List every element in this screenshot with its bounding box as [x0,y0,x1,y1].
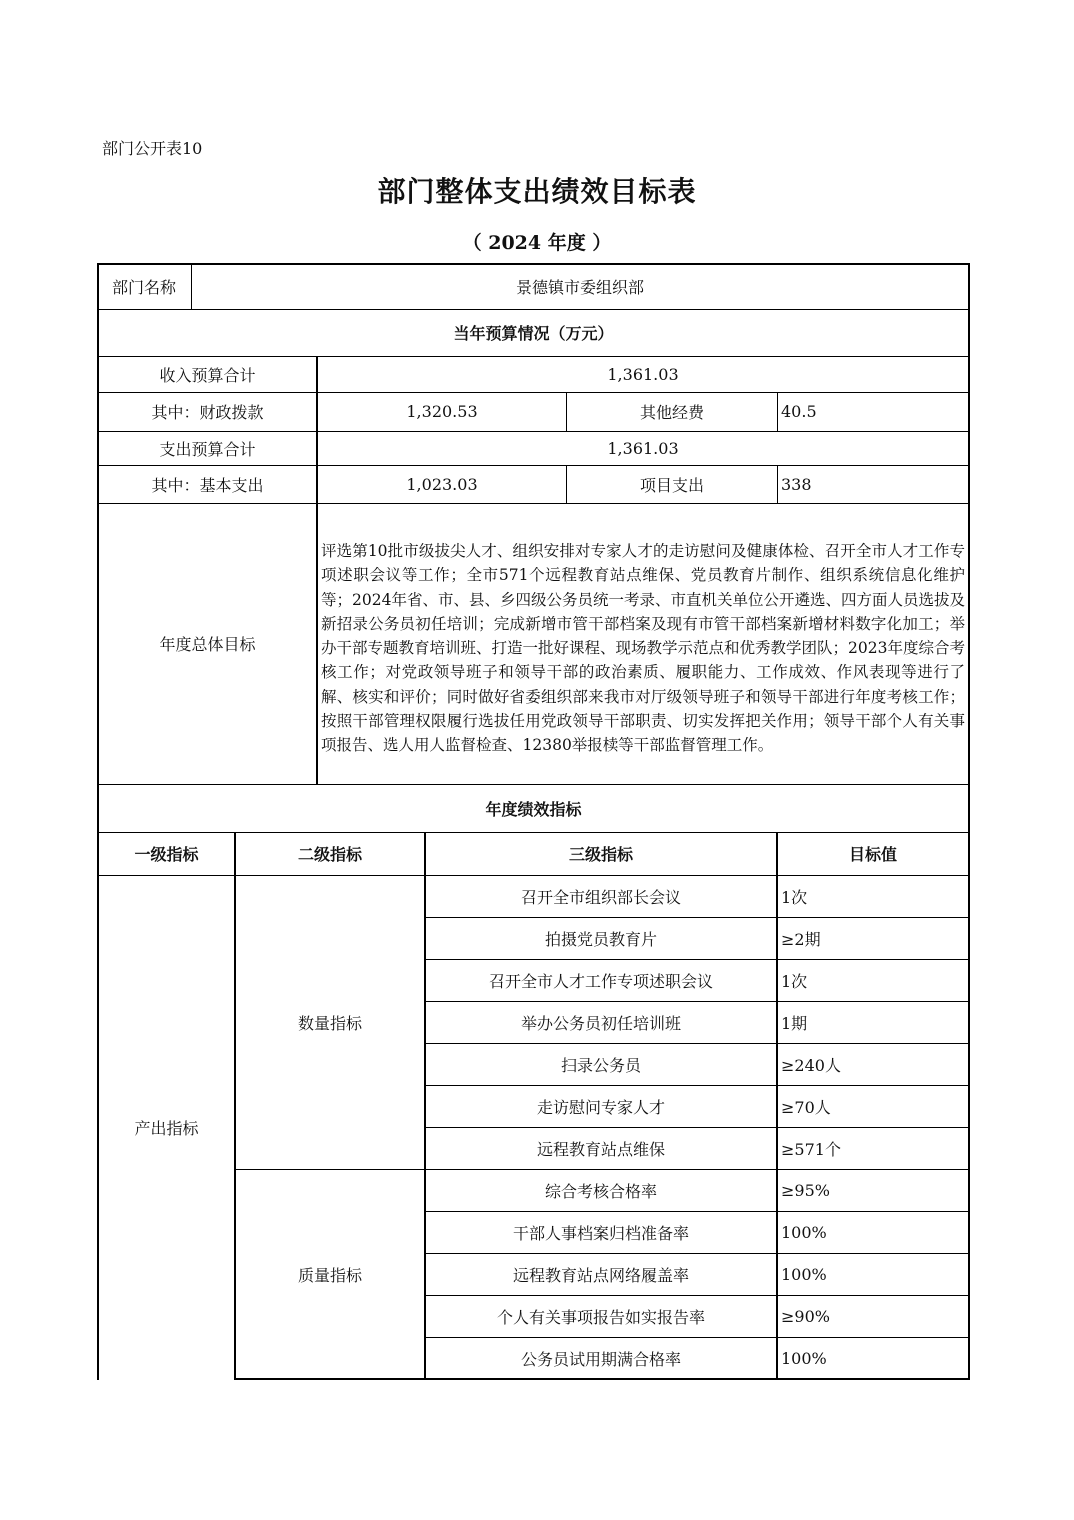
col-divider [234,832,236,1380]
row-divider [425,959,970,960]
indicator-name: 远程教育站点网络履盖率 [512,1265,689,1285]
indicator-name: 公务员试用期满合格率 [520,1349,681,1369]
goal-label: 年度总体目标 [159,635,256,654]
header-level2: 二级指标 [297,845,362,864]
row-divider [97,309,970,310]
header-target: 目标值 [848,845,897,864]
row-divider [97,356,970,357]
header-level3: 三级指标 [568,845,633,864]
row-divider [234,1378,970,1380]
row-divider [97,832,970,833]
indicator-target: ≥571个 [781,1139,841,1159]
income-total-label: 收入预算合计 [159,365,256,385]
row-divider [97,465,970,466]
indicator-name: 召开全市人才工作专项述职会议 [488,971,713,991]
col-divider [566,465,567,503]
indicator-target: ≥2期 [781,929,821,949]
level2-quality: 质量指标 [297,1265,362,1285]
project-label: 项目支出 [639,475,704,495]
department-label: 部门名称 [112,278,177,297]
indicator-name: 召开全市组织部长会议 [520,887,681,907]
indicator-name: 举办公务员初任培训班 [520,1013,681,1033]
indicator-target: 100% [781,1264,827,1284]
income-total-value: 1,361.03 [607,364,679,384]
indicator-target: 100% [781,1222,827,1242]
department-name: 景德镇市委组织部 [515,278,644,297]
fiscal-label: 其中：财政拨款 [151,403,264,422]
row-divider [425,1043,970,1044]
row-divider [235,1169,970,1170]
indicator-name: 扫录公务员 [560,1055,641,1075]
table-label: 部门公开表10 [102,139,203,158]
indicator-name: 远程教育站点维保 [536,1139,665,1159]
indicator-target: 100% [781,1348,827,1368]
indicators-section-title: 年度绩效指标 [485,799,582,819]
col-divider [777,392,778,431]
indicator-name: 综合考核合格率 [544,1181,657,1201]
indicator-target: ≥70人 [781,1097,831,1117]
col-divider [566,392,567,431]
col-divider [316,356,318,784]
table-border-top [97,263,970,265]
level2-quantity: 数量指标 [297,1013,362,1033]
row-divider [425,917,970,918]
indicator-target: 1次 [781,887,808,907]
row-divider [97,431,970,432]
col-divider [777,465,778,503]
expense-total-value: 1,361.03 [607,438,679,458]
indicator-target: ≥95% [781,1180,830,1200]
row-divider [97,784,970,785]
indicator-name: 走访慰问专家人才 [536,1097,665,1117]
indicator-name: 拍摄党员教育片 [544,929,657,949]
row-divider [425,1211,970,1212]
indicator-name: 干部人事档案归档准备率 [512,1223,689,1243]
row-divider [425,1337,970,1338]
project-value: 338 [781,474,812,494]
row-divider [425,1085,970,1086]
row-divider [97,875,970,876]
page-title: 部门整体支出绩效目标表 [377,175,697,208]
row-divider [425,1253,970,1254]
other-label: 其他经费 [639,403,704,422]
fiscal-value: 1,320.53 [406,402,478,421]
budget-section-title: 当年预算情况（万元） [453,324,614,343]
basic-value: 1,023.03 [406,474,478,494]
indicator-target: 1次 [781,971,808,991]
expense-total-label: 支出预算合计 [159,439,256,459]
year-subtitle: （ 2024 年度 ） [462,232,612,254]
indicator-target: 1期 [781,1013,808,1033]
other-value: 40.5 [781,402,817,421]
indicator-name: 个人有关事项报告如实报告率 [496,1307,705,1327]
row-divider [425,1001,970,1002]
col-divider [776,832,778,1380]
row-divider [97,392,970,393]
indicator-target: ≥90% [781,1306,830,1326]
col-divider [191,264,192,309]
row-divider [97,503,970,504]
level1-output: 产出指标 [134,1118,199,1138]
row-divider [425,1295,970,1296]
basic-label: 其中：基本支出 [151,475,264,495]
col-divider [424,832,426,1380]
header-level1: 一级指标 [134,845,199,864]
row-divider [425,1127,970,1128]
indicator-target: ≥240人 [781,1055,841,1075]
goal-text: 评选第10批市级拔尖人才、组织安排对专家人才的走访慰问及健康体检、召开全市人才工作专项述职会议等工作；全市571个远程教育站点维保、党员教育片制作、组织系统信息化维护等；2024年省、市、县、乡四级公务员统一考录、市直机关单位公开遴选、四方面人员选拔及新招录公务员初任培训；完成新增市管干部档案及现有市管干部档案新增材料数字化加工；举办干部专题教育培训班、打造一批好课程、现场教学示范点和优秀教学团队；2023年度综合考核工作；对党政领导班子和领导干部的政治素质、履职能力、工作成效、作风表现等进行了解、核实和评价；同时做好省委组织部来我市对厅级领导班子和领导干部进行年度考核工作；按照干部管理权限履行选拔任用党政领导干部职责、切实发挥把关作用；领导干部个人有关事项报告、选人用人监督检查、12380举报椟等干部监督管理工作。 [321,542,965,755]
